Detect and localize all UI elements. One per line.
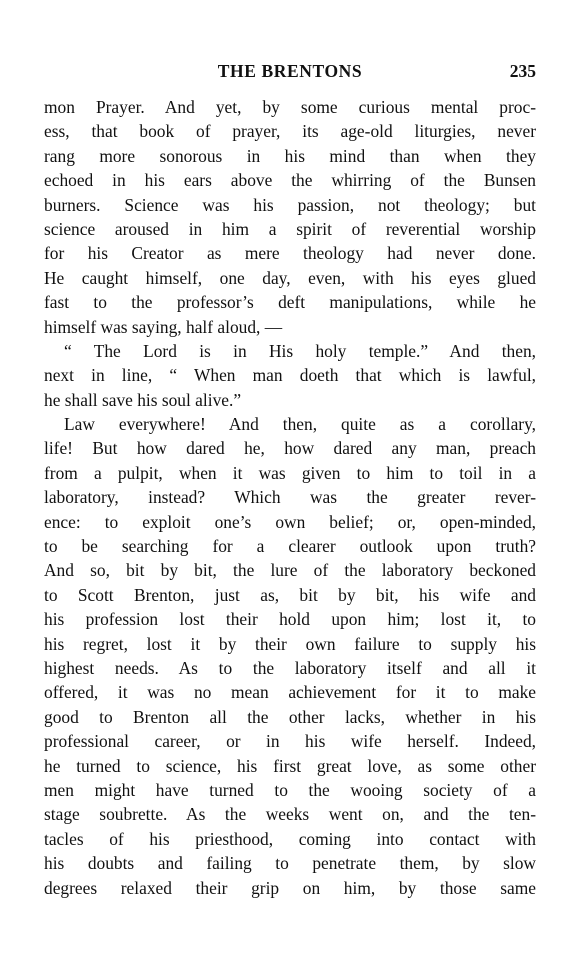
text-line: from a pulpit, when it was given to him to toil in a	[44, 462, 536, 483]
text-line: professional career, or in his wife herself. Indeed,	[44, 731, 536, 752]
text-line: next in line, “ When man doeth that which is lawful,	[44, 365, 536, 386]
running-head	[44, 61, 536, 85]
page-number: 235	[509, 61, 536, 81]
text-line: life! But how dared he, how dared any man, preach	[44, 438, 536, 459]
text-line: ess, that book of prayer, its age-old liturgies, never	[44, 121, 536, 142]
text-line: burners. Science was his passion, not theology; but	[44, 194, 536, 215]
text-line: “ The Lord is in His holy temple.” And then,	[64, 340, 536, 361]
running-title: THE BRENTONS	[217, 61, 363, 81]
text-line: fast to the professor’s deft manipulations, while he	[44, 292, 536, 313]
text-line: to Scott Brenton, just as, bit by bit, his wife and	[44, 584, 536, 605]
text-line: his regret, lost it by their own failure to supply his	[44, 633, 536, 654]
text-line: for his Creator as mere theology had never done.	[44, 243, 536, 264]
text-line: echoed in his ears above the whirring of the Bunsen	[44, 170, 536, 191]
text-line: laboratory, instead? Which was the greater rever-	[44, 487, 536, 508]
text-line: himself was saying, half aloud, —	[44, 316, 283, 337]
text-line: He caught himself, one day, even, with his eyes glued	[44, 267, 536, 288]
text-line: tacles of his priesthood, coming into contact with	[44, 828, 536, 849]
text-line: mon Prayer. And yet, by some curious mental proc-	[44, 97, 536, 117]
text-line: to be searching for a clearer outlook upon truth?	[44, 536, 536, 557]
text-line: his doubts and failing to penetrate them, by slow	[44, 853, 536, 874]
text-line: rang more sonorous in his mind than when they	[44, 145, 536, 166]
body-text	[44, 95, 536, 900]
text-line: his profession lost their hold upon him; lost it, to	[44, 609, 536, 630]
text-line: men might have turned to the wooing society of a	[44, 779, 536, 800]
text-line: Law everywhere! And then, quite as a corollary,	[64, 414, 536, 435]
text-line: offered, it was no mean achievement for it to make	[44, 682, 536, 703]
text-line: degrees relaxed their grip on him, by those same	[44, 877, 536, 898]
text-line: he turned to science, his first great love, as some other	[44, 755, 536, 776]
text-line: stage soubrette. As the weeks went on, and the ten-	[44, 804, 536, 825]
text-line: ence: to exploit one’s own belief; or, open-minded,	[44, 511, 536, 532]
text-line: good to Brenton all the other lacks, whether in his	[44, 706, 536, 727]
text-line: he shall save his soul alive.”	[44, 389, 242, 410]
text-line: science aroused in him a spirit of reverential worship	[44, 218, 536, 239]
text-line: And so, bit by bit, the lure of the laboratory beckoned	[44, 560, 536, 581]
text-line: highest needs. As to the laboratory itself and all it	[44, 657, 536, 678]
